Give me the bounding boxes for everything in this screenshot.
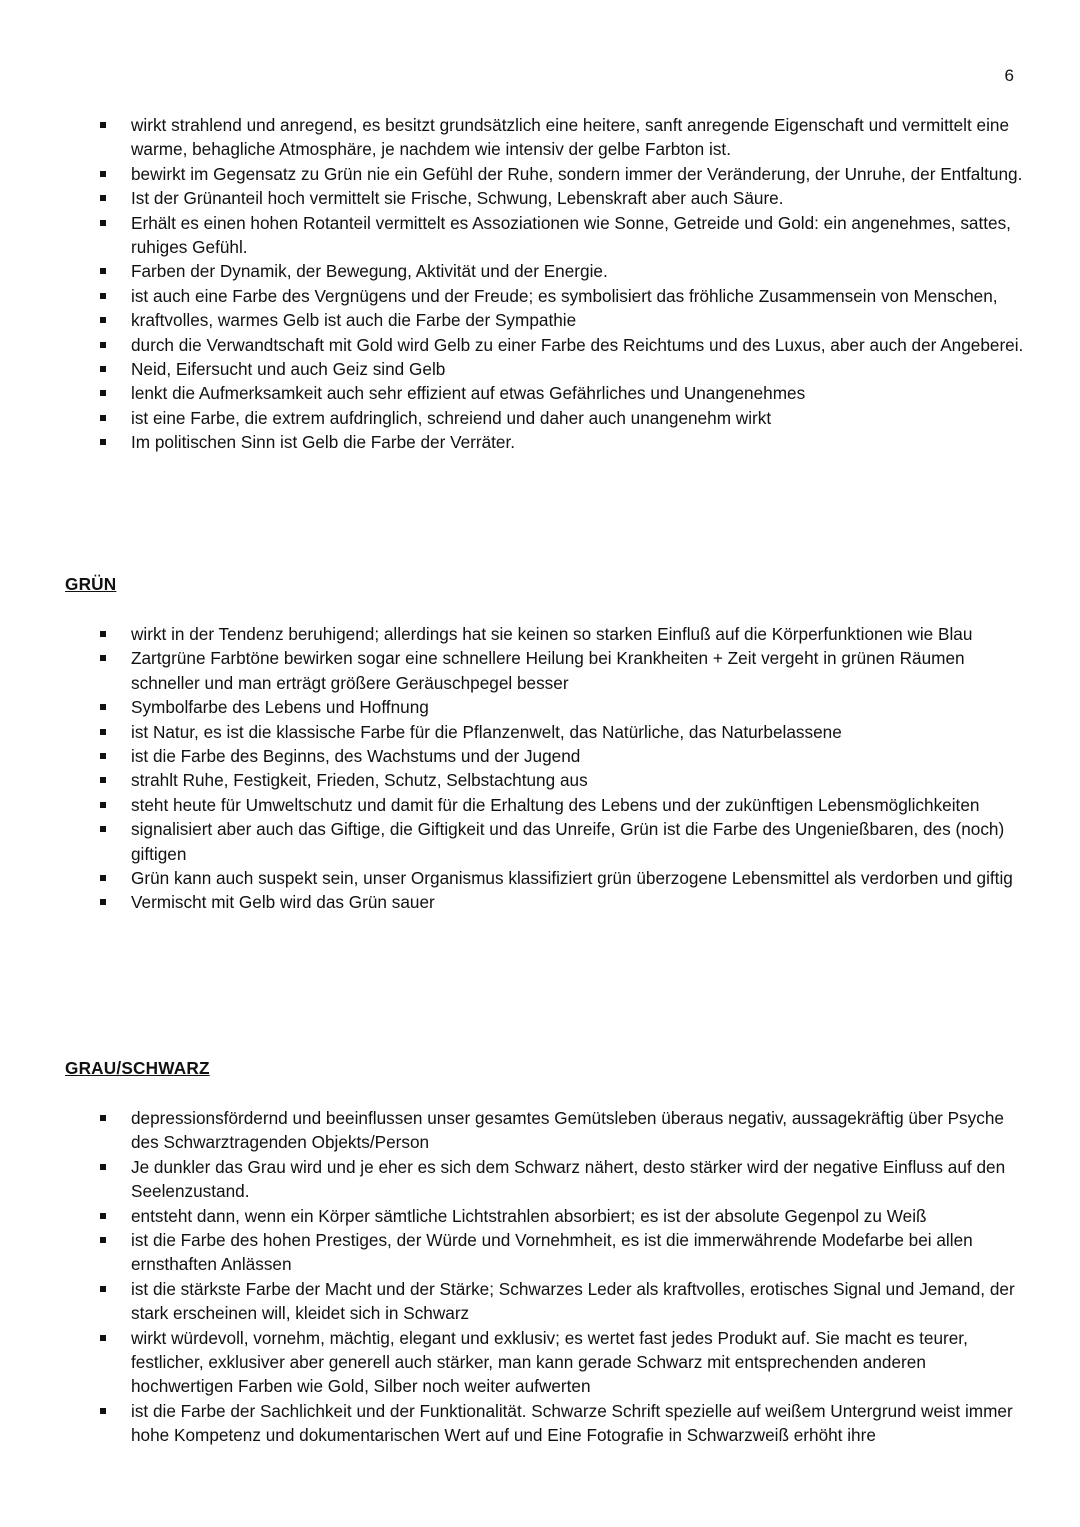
list-item: Vermischt mit Gelb wird das Grün sauer xyxy=(96,890,1026,914)
list-item: durch die Verwandtschaft mit Gold wird Gelb zu einer Farbe des Reichtums und des Luxus, aber auch der Angeberei. xyxy=(96,333,1026,357)
grau-schwarz-list xyxy=(96,1106,1026,1448)
gruen-list xyxy=(96,622,1026,915)
list-item: entsteht dann, wenn ein Körper sämtliche Lichtstrahlen absorbiert; es ist der absolute Gegenpol zu Weiß xyxy=(96,1204,1026,1228)
list-item: ist auch eine Farbe des Vergnügens und der Freude; es symbolisiert das fröhliche Zusammensein von Menschen, xyxy=(96,284,1026,308)
list-item: Erhält es einen hohen Rotanteil vermittelt es Assoziationen wie Sonne, Getreide und Gold: ein angenehmes, sattes, ruhiges Gefühl. xyxy=(96,211,1026,260)
list-item: ist eine Farbe, die extrem aufdringlich, schreiend und daher auch unangenehm wirkt xyxy=(96,406,1026,430)
list-item: Symbolfarbe des Lebens und Hoffnung xyxy=(96,695,1026,719)
gelb-list xyxy=(96,113,1026,455)
list-item: ist die Farbe des Beginns, des Wachstums und der Jugend xyxy=(96,744,1026,768)
list-item: bewirkt im Gegensatz zu Grün nie ein Gefühl der Ruhe, sondern immer der Veränderung, der Unruhe, der Entfaltung. xyxy=(96,162,1026,186)
list-item: Grün kann auch suspekt sein, unser Organismus klassifiziert grün überzogene Lebensmittel als verdorben und giftig xyxy=(96,866,1026,890)
list-item: ist Natur, es ist die klassische Farbe für die Pflanzenwelt, das Natürliche, das Naturbelassene xyxy=(96,720,1026,744)
list-item: ist die Farbe des hohen Prestiges, der Würde und Vornehmheit, es ist die immerwährende Modefarbe bei allen ernsthaften Anlässen xyxy=(96,1228,1026,1277)
list-item: steht heute für Umweltschutz und damit für die Erhaltung des Lebens und der zukünftigen Lebensmöglichkeiten xyxy=(96,793,1026,817)
list-item: wirkt würdevoll, vornehm, mächtig, elegant und exklusiv; es wertet fast jedes Produkt auf. Sie macht es teurer, festlicher, exklusiver aber generell auch stärker, man kann gerade Schwarz mit entsprechenden anderen hochwertigen Farben wie Gold, Silber noch weiter aufwerten xyxy=(96,1326,1026,1399)
list-item: Im politischen Sinn ist Gelb die Farbe der Verräter. xyxy=(96,430,1026,454)
list-item: wirkt in der Tendenz beruhigend; allerdings hat sie keinen so starken Einfluß auf die Körperfunktionen wie Blau xyxy=(96,622,1026,646)
page-number: 6 xyxy=(1004,66,1014,85)
list-item: Ist der Grünanteil hoch vermittelt sie Frische, Schwung, Lebenskraft aber auch Säure. xyxy=(96,186,1026,210)
list-item: Zartgrüne Farbtöne bewirken sogar eine schnellere Heilung bei Krankheiten + Zeit vergeht in grünen Räumen schneller und man erträgt größere Geräuschpegel besser xyxy=(96,646,1026,695)
section-heading-grau-schwarz: GRAU/SCHWARZ xyxy=(65,1058,210,1078)
list-item: kraftvolles, warmes Gelb ist auch die Farbe der Sympathie xyxy=(96,308,1026,332)
section-heading-gruen: GRÜN xyxy=(65,574,117,594)
list-item: wirkt strahlend und anregend, es besitzt grundsätzlich eine heitere, sanft anregende Eigenschaft und vermittelt eine warme, behagliche Atmosphäre, je nachdem wie intensiv der gelbe Farbton ist. xyxy=(96,113,1026,162)
list-item: Farben der Dynamik, der Bewegung, Aktivität und der Energie. xyxy=(96,259,1026,283)
list-item: lenkt die Aufmerksamkeit auch sehr effizient auf etwas Gefährliches und Unangenehmes xyxy=(96,381,1026,405)
list-item: strahlt Ruhe, Festigkeit, Frieden, Schutz, Selbstachtung aus xyxy=(96,768,1026,792)
list-item: depressionsfördernd und beeinflussen unser gesamtes Gemütsleben überaus negativ, aussagekräftig über Psyche des Schwarztragenden Objekts/Person xyxy=(96,1106,1026,1155)
list-item: ist die stärkste Farbe der Macht und der Stärke; Schwarzes Leder als kraftvolles, erotisches Signal und Jemand, der stark erscheinen will, kleidet sich in Schwarz xyxy=(96,1277,1026,1326)
list-item: signalisiert aber auch das Giftige, die Giftigkeit und das Unreife, Grün ist die Farbe des Ungenießbaren, des (noch) giftigen xyxy=(96,817,1026,866)
list-item: Neid, Eifersucht und auch Geiz sind Gelb xyxy=(96,357,1026,381)
list-item: Je dunkler das Grau wird und je eher es sich dem Schwarz nähert, desto stärker wird der negative Einfluss auf den Seelenzustand. xyxy=(96,1155,1026,1204)
list-item: ist die Farbe der Sachlichkeit und der Funktionalität. Schwarze Schrift spezielle auf weißem Untergrund weist immer hohe Kompetenz und dokumentarischen Wert auf und Eine Fotografie in Schwarzweiß erhöht ihre xyxy=(96,1399,1026,1448)
